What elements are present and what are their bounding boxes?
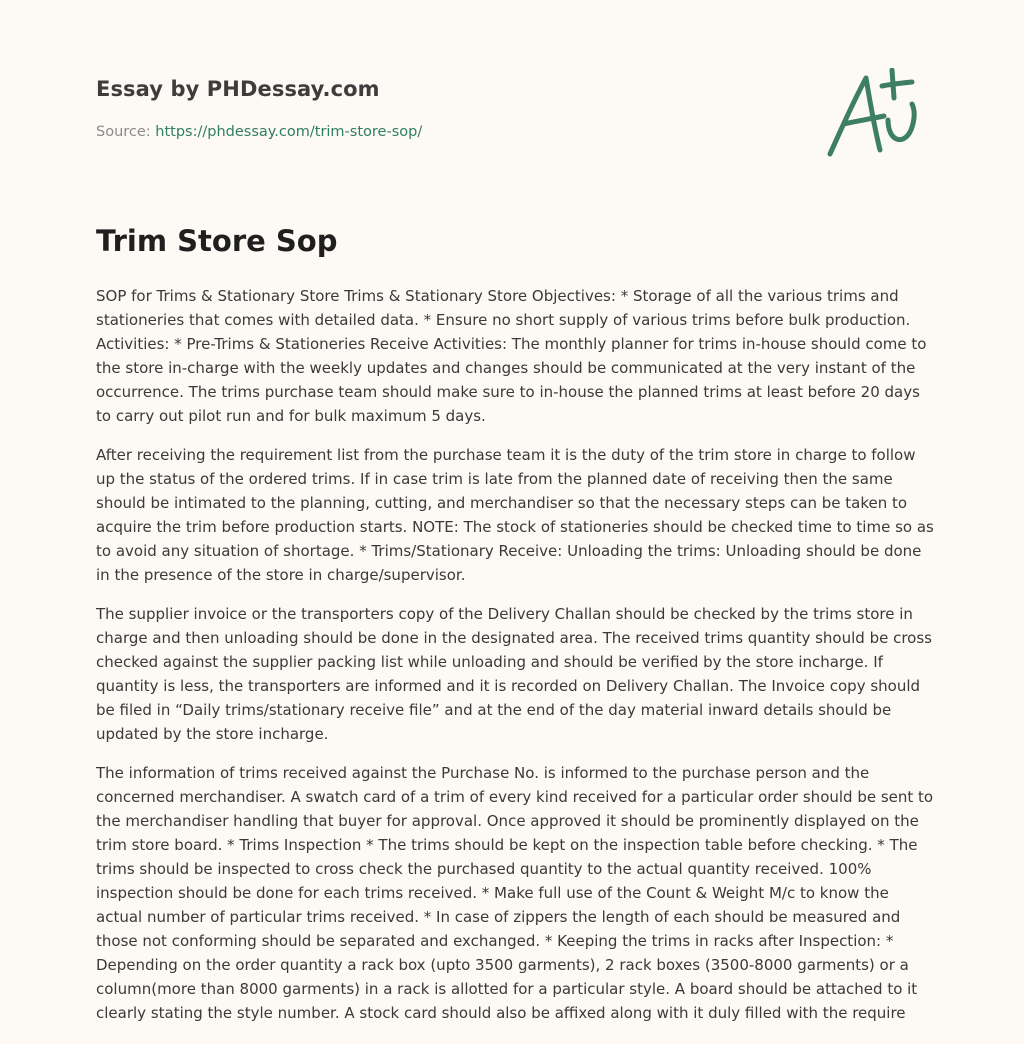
source-line: [96, 124, 422, 140]
article-paragraph: The supplier invoice or the transporters copy of the Delivery Challan should be checked by the trims store in charge and then unloading should be done in the designated area. The received trims quantity should be cross checked against the supplier packing list while unloading and should be verified by the store incharge. If quantity is less, the transporters are informed and it is recorded on Delivery Challan. The Invoice copy should be filed in “Daily trims/stationary receive file” and at the end of the day material inward details should be updated by the store incharge.: [96, 605, 932, 743]
source-label: Source:: [96, 124, 156, 140]
article-paragraph: The information of trims received against the Purchase No. is informed to the purchase person and the concerned merchandiser. A swatch card of a trim of every kind received for a particular order should be sent to the merchandiser handling that buyer for approval. Once approved it should be prominently displayed on the trim store board. * Trims Inspection * The trims should be kept on the inspection table before checking. * The trims should be inspected to cross check the purchased quantity to the actual quantity received. 100% inspection should be done for each trims received. * Make full use of the Count & Weight M/c to know the actual number of particular trims received. * In case of zippers the length of each should be measured and those not conforming should be separated and exchanged. * Keeping the trims in racks after Inspection: * Depending on the order quantity a rack box (upto 3500 garments), 2 rack boxes (3500-8000 garments) or a column(more than 8000 garments) in a rack is allotted for a particular style. A board should be attached to it clearly stating the style number. A stock card should also be affixed along with it duly filled with the require: [96, 764, 934, 1022]
article-paragraph: After receiving the requirement list from the purchase team it is the duty of the trim store in charge to follow up the status of the ordered trims. If in case trim is late from the planned date of receiving then the same should be intimated to the planning, cutting, and merchandiser so that the necessary steps can be taken to acquire the trim before production starts. NOTE: The stock of stationeries should be checked time to time so as to avoid any situation of shortage. * Trims/Stationary Receive: Unloading the trims: Unloading should be done in the presence of the store in charge/supervisor.: [96, 446, 934, 584]
article-body: [96, 284, 936, 1040]
article-paragraph: SOP for Trims & Stationary Store Trims & Stationary Store Objectives: * Storage of all the various trims and stationeries that comes with detailed data. * Ensure no short supply of various trims before bulk production. Activities: * Pre-Trims & Stationeries Receive Activities: The monthly planner for trims in-house should come to the store in-charge with the weekly updates and changes should be communicated at the very instant of the occurrence. The trims purchase team should make sure to in-house the planned trims at least before 20 days to carry out pilot run and for bulk maximum 5 days.: [96, 287, 927, 425]
page-header: [96, 74, 928, 174]
page-title: Trim Store Sop: [96, 224, 338, 258]
site-title: Essay by PHDessay.com: [96, 77, 380, 101]
a-plus-logo-icon: [826, 68, 926, 164]
source-link[interactable]: https://phdessay.com/trim-store-sop/: [155, 124, 423, 140]
